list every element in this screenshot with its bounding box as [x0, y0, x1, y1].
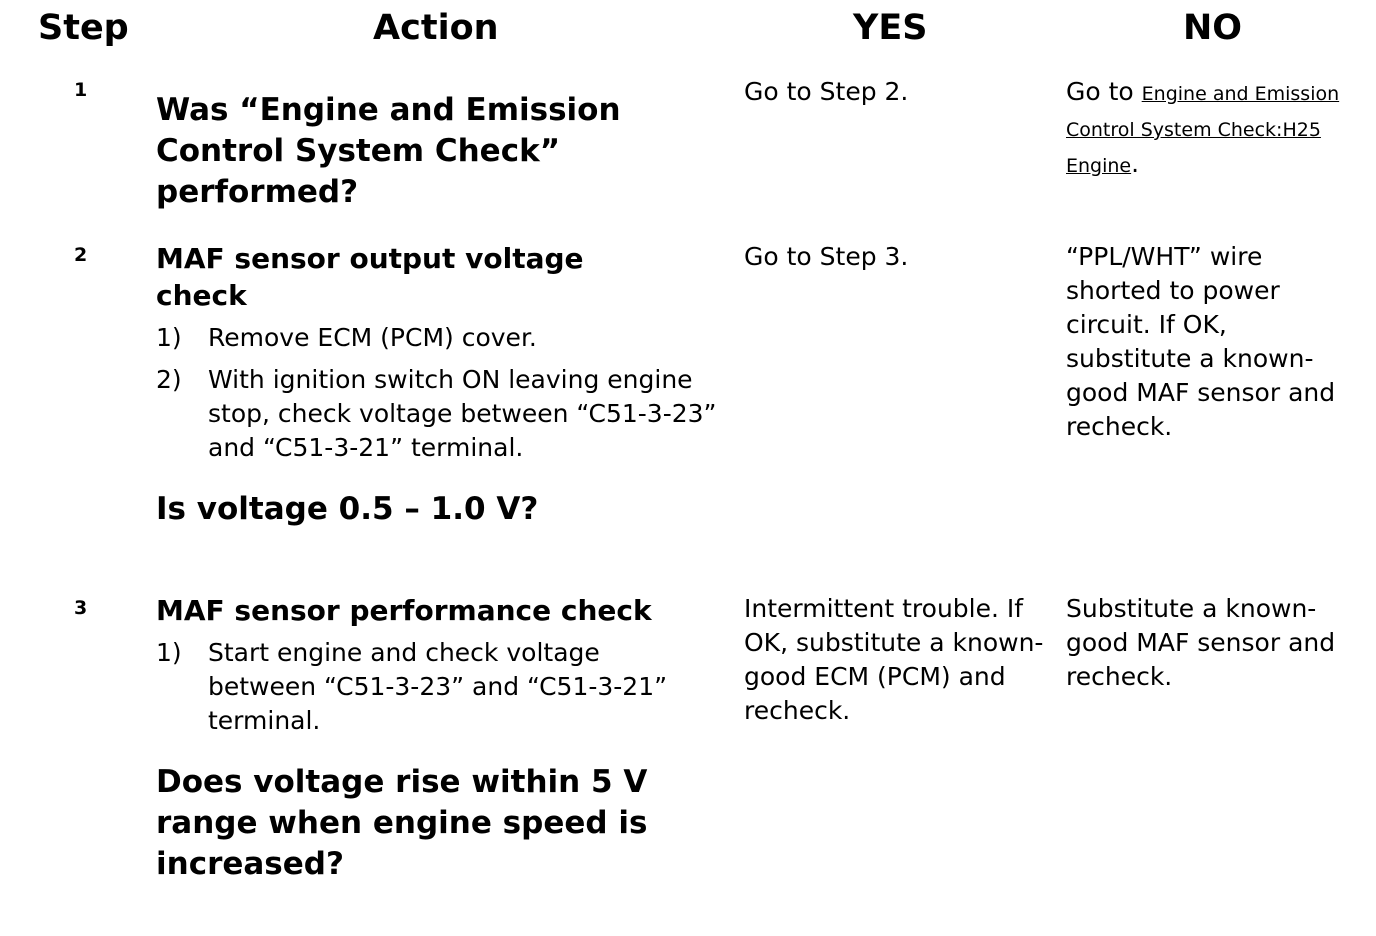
no-cell: “PPL/WHT” wire shorted to power circuit. If OK, substitute a known-good MAF sensor and recheck. [1066, 242, 1336, 441]
step-question: Does voltage rise within 5 V range when engine speed is increased? [156, 764, 648, 882]
action-cell [156, 592, 716, 885]
substep-number: 1) [156, 323, 182, 352]
action-cell [156, 90, 696, 213]
substep-text: Start engine and check voltage between “C51-3-23” and “C51-3-21” terminal. [208, 638, 668, 735]
yes-cell: Intermittent trouble. If OK, substitute a known-good ECM (PCM) and recheck. [744, 594, 1044, 725]
column-header-step: Step [38, 8, 129, 48]
yes-cell: Go to Step 3. [744, 242, 909, 271]
column-header-yes: YES [853, 8, 928, 48]
step-title: MAF sensor performance check [156, 594, 652, 627]
yes-cell: Go to Step 2. [744, 77, 909, 106]
step-question: Was “Engine and Emission Control System Check” performed? [156, 92, 621, 210]
step-number: 1 [74, 79, 88, 101]
action-cell [156, 240, 726, 530]
substep [156, 321, 726, 355]
step-title: MAF sensor output voltage check [156, 242, 584, 312]
step-number: 3 [74, 597, 88, 619]
substep-number: 1) [156, 638, 182, 667]
column-header-no: NO [1183, 8, 1243, 48]
column-header-action: Action [373, 8, 499, 48]
no-text: Go to [1066, 77, 1142, 106]
step-number: 2 [74, 244, 88, 266]
no-text-suffix: . [1131, 149, 1140, 178]
substep-text: With ignition switch ON leaving engine stop, check voltage between “C51-3-23” and “C51-3-21” terminal. [208, 365, 717, 462]
step-question: Is voltage 0.5 – 1.0 V? [156, 491, 539, 527]
engine-emission-check-link[interactable]: Engine and Emission Control System Check:H25 Engine [1066, 83, 1340, 177]
substep [156, 636, 688, 738]
substep [156, 363, 726, 465]
no-cell: Substitute a known-good MAF sensor and recheck. [1066, 594, 1336, 691]
no-cell [1066, 75, 1356, 183]
substep-text: Remove ECM (PCM) cover. [208, 323, 537, 352]
substep-number: 2) [156, 365, 182, 394]
